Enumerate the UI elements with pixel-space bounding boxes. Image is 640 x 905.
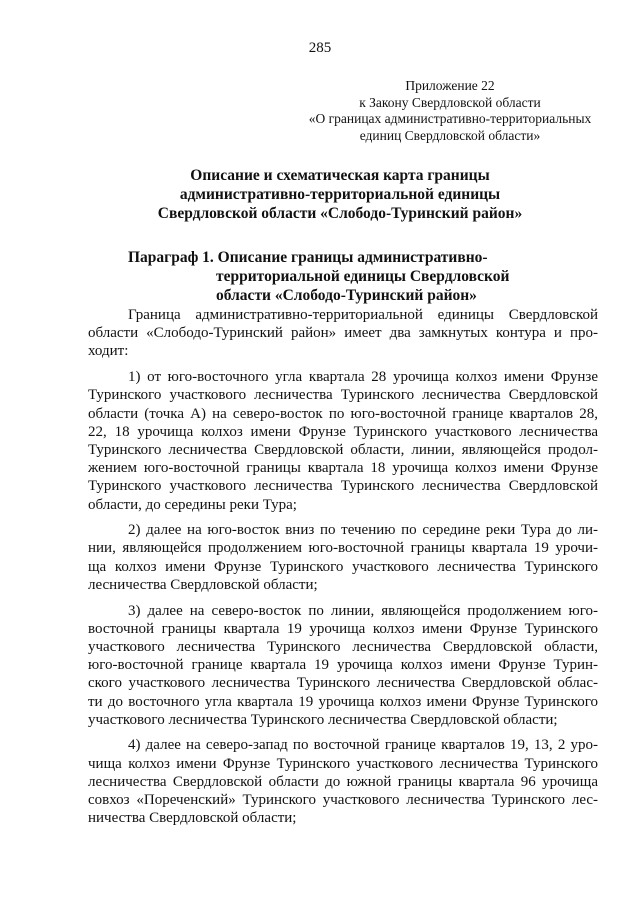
text-line: ти до восточного угла квартала 19 урочища колхоз имени Фрунзе Туринского — [88, 693, 598, 710]
text-line: Туринского участкового лесничества Туринского лесничества Свердловской — [88, 387, 598, 404]
section-heading-line: области «Слободо-Туринский район» — [216, 287, 477, 304]
text-line: области, до середины реки Тура; — [88, 496, 297, 513]
text-line: ничества Свердловской области; — [88, 810, 297, 827]
text-line: области (точка А) на северо-восток по юго-восточной границе кварталов 28, — [88, 405, 598, 422]
text-line: жением юго-восточной границы квартала 18 урочища колхоз имени Фрунзе — [88, 460, 598, 477]
paragraph-item-1 — [88, 368, 598, 514]
paragraph-item-3 — [88, 602, 598, 729]
paragraph-item-2 — [88, 521, 598, 594]
appendix-line: «О границах административно-территориальных — [308, 111, 592, 126]
appendix-line: к Закону Свердловской области — [359, 94, 541, 110]
text-line: участкового лесничества Туринского лесничества Свердловской области, — [88, 638, 598, 655]
text-line: нии, являющейся продолжением юго-восточной границы квартала 19 урочи- — [88, 540, 598, 557]
text-line: лесничества Свердловской области до южной границы квартала 96 урочища — [88, 773, 598, 790]
text-line: 1) от юго-восточного угла квартала 28 урочища колхоз имени Фрунзе — [128, 369, 598, 386]
text-line: Туринского участкового лесничества Туринского лесничества Свердловской — [88, 478, 598, 495]
title-line: Описание и схематическая карта границы — [190, 167, 490, 184]
text-line: чища колхоз имени Фрунзе Туринского участкового лесничества Туринского — [88, 755, 598, 772]
text-line: области «Слободо-Туринский район» имеет два замкнутых контура и про- — [88, 325, 598, 342]
page-number: 285 — [308, 40, 332, 56]
text-line: лесничества Свердловской области; — [88, 576, 318, 593]
title-line: Свердловской области «Слободо-Туринский район» — [157, 205, 523, 222]
appendix-line: Приложение 22 — [405, 78, 495, 93]
text-line: 2) далее на юго-восток вниз по течению по середине реки Тура до ли- — [128, 522, 598, 539]
text-line: Туринского лесничества Свердловской области, линии, являющейся продол- — [88, 441, 598, 458]
text-line: 4) далее на северо-запад по восточной границе кварталов 19, 13, 2 уро- — [128, 737, 598, 754]
paragraph-item-4 — [88, 736, 598, 827]
text-line: 3) далее на северо-восток по линии, являющейся продолжением юго- — [128, 602, 598, 619]
paragraph-intro — [88, 306, 598, 361]
appendix-note — [300, 78, 600, 144]
section-heading — [128, 248, 598, 305]
text-line: ходит: — [88, 343, 129, 360]
section-heading-line: территориальной единицы Свердловской — [216, 268, 510, 285]
document-title — [60, 166, 620, 223]
text-line: ща колхоз имени Фрунзе Туринского участкового лесничества Туринского — [88, 558, 598, 575]
text-line: 22, 18 урочища колхоз имени Фрунзе Туринского участкового лесничества — [88, 423, 598, 440]
text-line: Граница административно-территориальной единицы Свердловской — [128, 307, 598, 323]
section-heading-line: Параграф 1. Описание границы административно- — [128, 249, 488, 266]
document-body — [88, 306, 598, 835]
title-line: административно-территориальной единицы — [179, 186, 501, 203]
text-line: совхоз «Пореченский» Туринского участкового лесничества Туринского лес- — [88, 792, 598, 809]
text-line: ского участкового лесничества Туринского лесничества Свердловской облас- — [88, 675, 598, 692]
text-line: восточной границы квартала 19 урочища колхоз имени Фрунзе Туринского — [88, 620, 598, 637]
text-line: юго-восточной границе квартала 19 урочища колхоз имени Фрунзе Турин- — [88, 657, 598, 674]
text-line: участкового лесничества Туринского лесничества Свердловской области; — [88, 711, 558, 728]
appendix-line: единиц Свердловской области» — [359, 127, 541, 143]
